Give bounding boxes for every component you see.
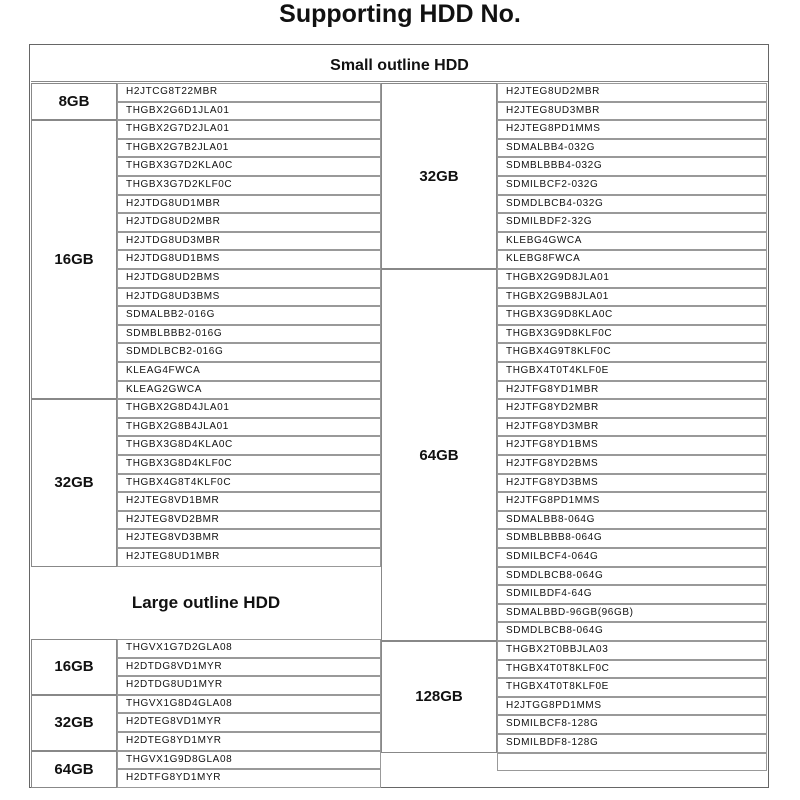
- model-cell: H2JTDG8UD2BMS: [117, 269, 381, 288]
- model-cell: H2JTFG8YD1BMS: [497, 436, 767, 455]
- model-cell: THGBX4T0T8KLF0C: [497, 660, 767, 679]
- model-cell: H2DTEG8YD1MYR: [117, 732, 381, 751]
- model-cell: THGBX3G9D8KLA0C: [497, 306, 767, 325]
- model-cell: H2DTEG8VD1MYR: [117, 713, 381, 732]
- capacity-label: 64GB: [31, 751, 117, 788]
- model-cell: SDMILBDF4-64G: [497, 585, 767, 604]
- model-cell: H2JTDG8UD2MBR: [117, 213, 381, 232]
- model-cell: THGBX3G7D2KLA0C: [117, 157, 381, 176]
- model-cell: SDMILBDF2-32G: [497, 213, 767, 232]
- model-cell: H2DTDG8VD1MYR: [117, 658, 381, 677]
- model-cell: SDMBLBBB4-032G: [497, 157, 767, 176]
- model-cell: THGBX3G7D2KLF0C: [117, 176, 381, 195]
- model-cell: THGBX2G9B8JLA01: [497, 288, 767, 307]
- model-cell: THGBX4T0T4KLF0E: [497, 362, 767, 381]
- model-cell: THGBX4G8T4KLF0C: [117, 474, 381, 493]
- model-cell: H2JTEG8UD1MBR: [117, 548, 381, 567]
- empty-cell: [497, 753, 767, 772]
- model-cell: THGBX3G8D4KLA0C: [117, 436, 381, 455]
- capacity-label: 32GB: [381, 83, 497, 269]
- model-cell: SDMALBB2-016G: [117, 306, 381, 325]
- model-cell: SDMDLBCB4-032G: [497, 195, 767, 214]
- model-cell: THGBX2G6D1JLA01: [117, 102, 381, 121]
- model-cell: THGVX1G8D4GLA08: [117, 695, 381, 714]
- model-cell: THGBX2G9D8JLA01: [497, 269, 767, 288]
- model-cell: H2JTGG8PD1MMS: [497, 697, 767, 716]
- model-cell: H2JTFG8YD2BMS: [497, 455, 767, 474]
- model-cell: SDMBLBBB2-016G: [117, 325, 381, 344]
- model-cell: THGBX3G8D4KLF0C: [117, 455, 381, 474]
- model-cell: THGVX1G9D8GLA08: [117, 751, 381, 770]
- model-cell: H2JTFG8YD3MBR: [497, 418, 767, 437]
- model-cell: THGBX4T0T8KLF0E: [497, 678, 767, 697]
- model-cell: THGBX3G9D8KLF0C: [497, 325, 767, 344]
- model-cell: THGBX2T0BBJLA03: [497, 641, 767, 660]
- model-cell: SDMALBBD-96GB(96GB): [497, 604, 767, 623]
- model-cell: THGBX2G8D4JLA01: [117, 399, 381, 418]
- model-cell: THGBX4G9T8KLF0C: [497, 343, 767, 362]
- model-cell: H2JTDG8UD1BMS: [117, 250, 381, 269]
- model-cell: H2DTFG8YD1MYR: [117, 769, 381, 788]
- model-cell: SDMILBCF4-064G: [497, 548, 767, 567]
- model-cell: SDMDLBCB8-064G: [497, 567, 767, 586]
- model-cell: SDMILBCF2-032G: [497, 176, 767, 195]
- model-cell: H2JTFG8YD1MBR: [497, 381, 767, 400]
- model-cell: H2JTFG8YD2MBR: [497, 399, 767, 418]
- model-cell: SDMBLBBB8-064G: [497, 529, 767, 548]
- model-cell: SDMILBDF8-128G: [497, 734, 767, 753]
- capacity-label: 32GB: [31, 399, 117, 566]
- model-cell: H2JTDG8UD1MBR: [117, 195, 381, 214]
- model-cell: KLEAG4FWCA: [117, 362, 381, 381]
- model-cell: H2JTCG8T22MBR: [117, 83, 381, 102]
- capacity-label: 64GB: [381, 269, 497, 641]
- model-cell: KLEBG8FWCA: [497, 250, 767, 269]
- model-cell: H2JTEG8UD3MBR: [497, 102, 767, 121]
- model-cell: SDMALBB8-064G: [497, 511, 767, 530]
- model-cell: H2JTEG8VD2BMR: [117, 511, 381, 530]
- model-cell: H2JTDG8UD3BMS: [117, 288, 381, 307]
- capacity-label: 128GB: [381, 641, 497, 753]
- capacity-label: 32GB: [31, 695, 117, 751]
- model-cell: SDMILBCF8-128G: [497, 715, 767, 734]
- model-cell: THGVX1G7D2GLA08: [117, 639, 381, 658]
- model-cell: H2JTFG8YD3BMS: [497, 474, 767, 493]
- page-title: Supporting HDD No.: [279, 0, 521, 28]
- model-cell: H2JTEG8PD1MMS: [497, 120, 767, 139]
- model-cell: SDMDLBCB8-064G: [497, 622, 767, 641]
- model-cell: THGBX2G7B2JLA01: [117, 139, 381, 158]
- model-cell: H2DTDG8UD1MYR: [117, 676, 381, 695]
- model-cell: H2JTEG8UD2MBR: [497, 83, 767, 102]
- model-cell: KLEBG4GWCA: [497, 232, 767, 251]
- model-cell: SDMDLBCB2-016G: [117, 343, 381, 362]
- small-outline-header: Small outline HDD: [330, 57, 469, 74]
- model-cell: THGBX2G8B4JLA01: [117, 418, 381, 437]
- model-cell: H2JTEG8VD1BMR: [117, 492, 381, 511]
- model-cell: SDMALBB4-032G: [497, 139, 767, 158]
- model-cell: H2JTEG8VD3BMR: [117, 529, 381, 548]
- model-cell: KLEAG2GWCA: [117, 381, 381, 400]
- model-cell: H2JTDG8UD3MBR: [117, 232, 381, 251]
- capacity-label: 16GB: [31, 639, 117, 695]
- capacity-label: 16GB: [31, 120, 117, 399]
- capacity-label: 8GB: [31, 83, 117, 120]
- model-cell: THGBX2G7D2JLA01: [117, 120, 381, 139]
- model-cell: H2JTFG8PD1MMS: [497, 492, 767, 511]
- large-outline-header: Large outline HDD: [131, 593, 281, 612]
- header-divider: [31, 81, 768, 82]
